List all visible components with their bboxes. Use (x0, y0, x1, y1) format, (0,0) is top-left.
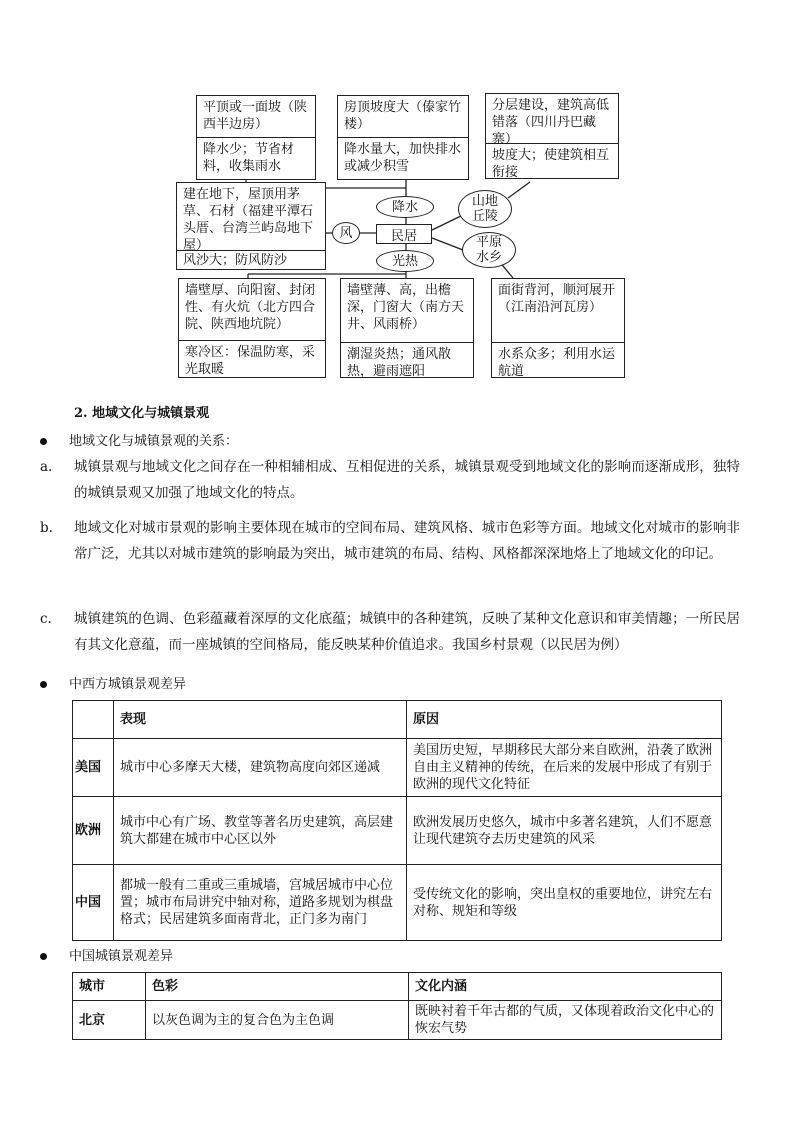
box-water (491, 278, 625, 378)
box-flat-roof-reason: 降水少；节省材料，收集雨水 (203, 142, 295, 174)
box-underground-reason: 风沙大；防风防沙 (183, 253, 288, 268)
box-steep-roof-reason: 降水量大，加快排水或减少积雪 (344, 142, 462, 174)
row-reason: 欧洲发展历史悠久，城市中多著名建筑，人们不愿意让现代建筑夺去历史建筑的风采 (407, 797, 722, 865)
table-row (73, 1001, 722, 1040)
bullet-icon (40, 953, 47, 960)
row-meaning: 既映衬着千年古都的气质，又体现着政治文化中心的恢宏气势 (409, 1001, 722, 1040)
row-name: 欧洲 (73, 797, 114, 865)
table-row (73, 797, 722, 865)
box-south-title: 墙壁薄、高，出檐深，门窗大（南方天井、风雨桥） (341, 279, 473, 343)
row-color: 以灰色调为主的复合色为主色调 (146, 1001, 409, 1040)
bullet-east-west-text: 中西方城镇景观差异 (69, 677, 187, 692)
box-south (340, 278, 474, 378)
table-header-empty (73, 701, 114, 739)
row-city: 北京 (73, 1001, 146, 1040)
box-steep-roof-title: 房顶坡度大（傣家竹楼） (338, 96, 468, 138)
bullet-east-west (40, 673, 186, 692)
table-header-row (73, 701, 722, 739)
node-wind: 风 (332, 222, 360, 244)
section-heading: 2. 地域文化与城镇景观 (74, 406, 210, 421)
row-show: 城市中心多摩天大楼，建筑物高度向郊区递减 (114, 739, 407, 797)
row-name: 美国 (73, 739, 114, 797)
bullet-icon (40, 438, 47, 445)
bullet-relation (40, 430, 238, 449)
table-header-row (73, 973, 722, 1001)
box-water-title: 面街背河，顺河展开（江南沿河瓦房） (492, 279, 624, 343)
bullet-china (40, 945, 173, 964)
table-header-city: 城市 (73, 973, 146, 1001)
item-c-text: 城镇建筑的色调、色彩蕴藏着深厚的文化底蕴；城镇中的各种建筑，反映了某种文化意识和审美情趣；一所民居有其文化意蕴，而一座城镇的空间格局，能反映某种价值追求。我国乡村景观（以民居为例） (74, 611, 740, 653)
node-light: 光热 (376, 250, 434, 272)
box-layered (485, 93, 619, 179)
box-flat-roof-title: 平顶或一面坡（陕西半边房） (197, 96, 315, 138)
box-north-reason: 寒冷区：保温防寒，采光取暖 (185, 345, 316, 377)
east-west-table (72, 700, 722, 941)
row-reason: 受传统文化的影响，突出皇权的重要地位，讲究左右对称、规矩和等级 (407, 865, 722, 941)
item-a-label: a. (40, 459, 53, 475)
row-name: 中国 (73, 865, 114, 941)
box-underground-title: 建在地下，屋顶用茅草、石材（福建平潭石头厝、台湾兰屿岛地下屋） (177, 183, 325, 251)
box-underground (176, 182, 326, 270)
bullet-china-text: 中国城镇景观差异 (69, 949, 174, 964)
table-header-show: 表现 (114, 701, 407, 739)
box-water-reason: 水系众多；利用水运航道 (498, 347, 616, 379)
item-a (40, 454, 740, 506)
item-c (40, 606, 740, 658)
dwelling-diagram (168, 90, 638, 382)
box-north (178, 278, 326, 378)
item-b (40, 515, 740, 567)
box-south-reason: 潮湿炎热；通风散热，避雨遮阳 (347, 347, 452, 379)
table-row (73, 739, 722, 797)
table-header-meaning: 文化内涵 (409, 973, 722, 1001)
box-north-title: 墙壁厚、向阳窗、封闭性、有火炕（北方四合院、陕西地坑院） (179, 279, 325, 341)
node-center-dwelling: 民居 (376, 224, 432, 244)
row-reason: 美国历史短，早期移民大部分来自欧洲，沿袭了欧洲自由主义精神的传统，在后来的发展中形成了有别于欧洲的现代文化特征 (407, 739, 722, 797)
table-row (73, 865, 722, 941)
china-city-table (72, 972, 722, 1040)
item-a-text: 城镇景观与地域文化之间存在一种相辅相成、互相促进的关系，城镇景观受到地域文化的影响而逐渐成形，独特的城镇景观又加强了地域文化的特点。 (74, 459, 740, 501)
row-show: 城市中心有广场、教堂等著名历史建筑，高层建筑大都建在城市中心区以外 (114, 797, 407, 865)
bullet-relation-text: 地域文化与城镇景观的关系： (69, 434, 239, 449)
bullet-icon (40, 681, 47, 688)
box-layered-title: 分层建设，建筑高低错落（四川丹巴藏寨） (486, 94, 618, 144)
node-rain: 降水 (376, 196, 434, 218)
table-header-color: 色彩 (146, 973, 409, 1001)
node-plain: 平原水乡 (462, 232, 516, 268)
node-mountain: 山地丘陵 (458, 190, 512, 228)
item-b-text: 地域文化对城市景观的影响主要体现在城市的空间布局、建筑风格、城市色彩等方面。地域文化对城市的影响非常广泛，尤其以对城市建筑的影响最为突出，城市建筑的布局、结构、风格都深深地烙上了地域文化的印记。 (74, 520, 740, 562)
box-steep-roof (337, 95, 469, 180)
item-b-label: b. (40, 520, 53, 536)
row-show: 都城一般有二重或三重城墙，宫城居城市中心位置；城市布局讲究中轴对称，道路多规划为棋盘格式；民居建筑多面南背北，正门多为南门 (114, 865, 407, 941)
box-flat-roof (196, 95, 316, 180)
item-c-label: c. (40, 611, 52, 627)
table-header-reason: 原因 (407, 701, 722, 739)
box-layered-reason: 坡度大；使建筑相互衔接 (492, 148, 610, 180)
